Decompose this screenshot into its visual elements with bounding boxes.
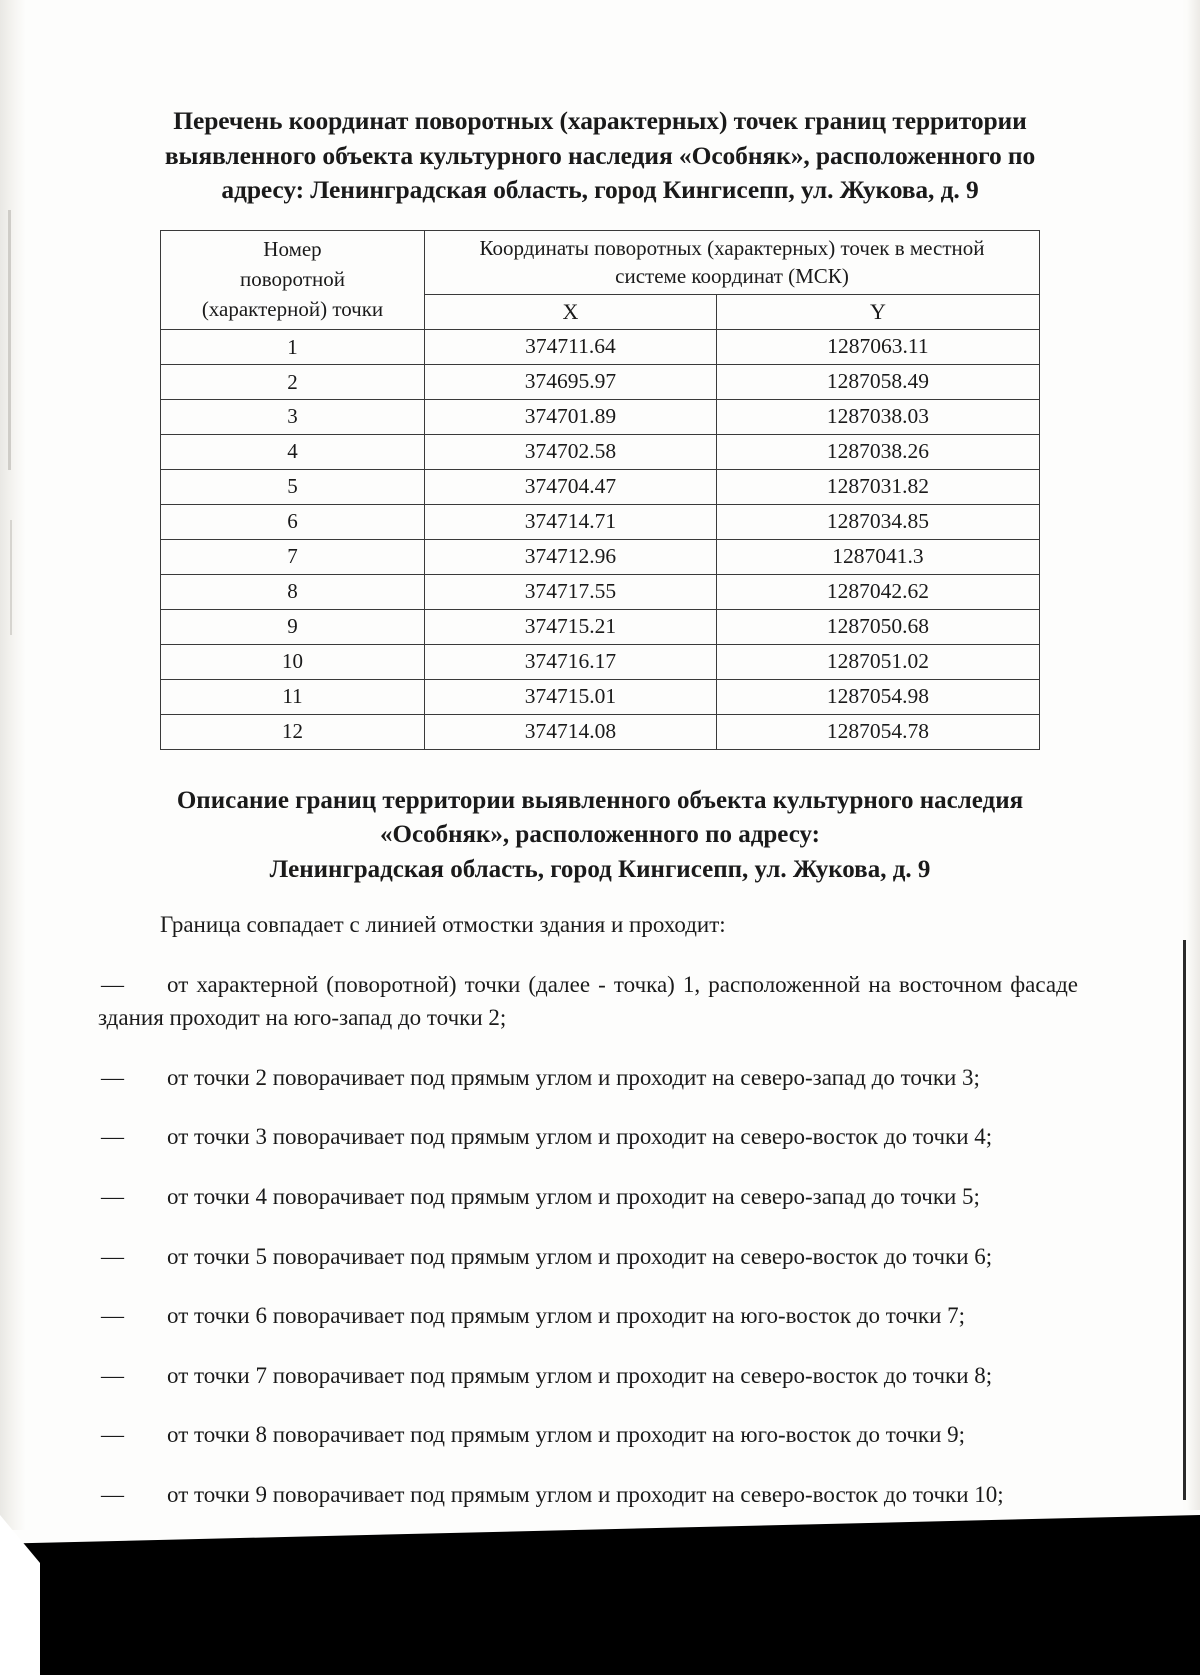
boundary-step-text: от точки 7 поворачивает под прямым углом и проходит на северо-восток до точки 8; xyxy=(167,1362,993,1388)
page-title xyxy=(0,0,1200,208)
em-dash-marker: — xyxy=(101,1124,124,1150)
table-row xyxy=(161,539,1040,574)
table-row xyxy=(161,400,1040,435)
boundary-description-body xyxy=(0,887,1200,1511)
table-header xyxy=(161,231,1040,330)
cell-x: 374704.47 xyxy=(425,470,717,505)
cell-y: 1287054.78 xyxy=(716,714,1039,749)
boundary-step-7 xyxy=(98,1333,1078,1393)
table-row xyxy=(161,714,1040,749)
cell-y: 1287058.49 xyxy=(716,365,1039,400)
cell-point-number: 6 xyxy=(161,504,425,539)
boundary-step-text: от точки 2 поворачивает под прямым углом и проходит на северо-запад до точки 3; xyxy=(167,1064,980,1090)
em-dash-marker: — xyxy=(101,1362,124,1388)
section-title xyxy=(0,750,1200,888)
lead-paragraph: Граница совпадает с линией отмостки здания и проходит: xyxy=(160,912,726,938)
boundary-step-3 xyxy=(98,1094,1078,1154)
column-header-coordinates xyxy=(425,231,1040,295)
cell-point-number: 10 xyxy=(161,644,425,679)
cell-y: 1287038.26 xyxy=(716,435,1039,470)
column-header-point-number-line-2: поворотной xyxy=(240,267,345,292)
boundary-step-5 xyxy=(98,1214,1078,1274)
boundary-step-text: от точки 4 поворачивает под прямым углом и проходит на северо-запад до точки 5; xyxy=(167,1184,980,1210)
cell-y: 1287063.11 xyxy=(716,330,1039,365)
page-title-line-2: выявленного объекта культурного наследия «Особняк», расположенного по xyxy=(164,140,1036,170)
em-dash-marker: — xyxy=(101,971,124,997)
cell-point-number: 12 xyxy=(161,714,425,749)
cell-x: 374702.58 xyxy=(425,435,717,470)
table-row xyxy=(161,330,1040,365)
table-row xyxy=(161,435,1040,470)
cell-point-number: 9 xyxy=(161,609,425,644)
table-row xyxy=(161,365,1040,400)
table-row xyxy=(161,574,1040,609)
cell-x: 374715.01 xyxy=(425,679,717,714)
boundary-step-text: от точки 6 поворачивает под прямым углом и проходит на юго-восток до точки 7; xyxy=(167,1303,966,1329)
em-dash-marker: — xyxy=(101,1243,124,1269)
cell-x: 374716.17 xyxy=(425,644,717,679)
boundary-step-2 xyxy=(98,1035,1078,1095)
boundary-step-text: от точки 9 поворачивает под прямым углом и проходит на северо-восток до точки 10; xyxy=(167,1481,1004,1507)
page-title-line-1: Перечень координат поворотных (характерных) точек границ территории xyxy=(173,106,1027,135)
cell-y: 1287051.02 xyxy=(716,644,1039,679)
boundary-step-text: от точки 8 поворачивает под прямым углом и проходит на юго-восток до точки 9; xyxy=(167,1422,966,1448)
table-row xyxy=(161,644,1040,679)
cell-y: 1287054.98 xyxy=(716,679,1039,714)
boundary-step-text: от характерной (поворотной) точки (далее - точка) 1, расположенной на восточном фасаде здания проходит на юго-запад до точки 2; xyxy=(98,971,1078,1031)
boundary-step-8 xyxy=(98,1392,1078,1452)
cell-x: 374717.55 xyxy=(425,574,717,609)
page-title-line-3: адресу: Ленинградская область, город Кингисепп, ул. Жукова, д. 9 xyxy=(221,175,979,205)
cell-point-number: 5 xyxy=(161,470,425,505)
section-title-line-3: Ленинградская область, город Кингисепп, ул. Жукова, д. 9 xyxy=(269,855,931,883)
cell-y: 1287034.85 xyxy=(716,504,1039,539)
em-dash-marker: — xyxy=(101,1184,124,1210)
column-header-y: Y xyxy=(716,294,1039,330)
coordinates-table xyxy=(160,230,1040,750)
boundary-step-text: от точки 5 поворачивает под прямым углом и проходит на северо-восток до точки 6; xyxy=(167,1243,993,1269)
column-header-point-number-line-3: (характерной) точки xyxy=(201,297,384,322)
cell-x: 374695.97 xyxy=(425,365,717,400)
boundary-step-6 xyxy=(98,1273,1078,1333)
boundary-step-text: от точки 3 поворачивает под прямым углом и проходит на северо-восток до точки 4; xyxy=(167,1124,993,1150)
table-row xyxy=(161,609,1040,644)
section-title-line-1: Описание границ территории выявленного объекта культурного наследия xyxy=(176,786,1024,814)
table-row xyxy=(161,504,1040,539)
cell-x: 374711.64 xyxy=(425,330,717,365)
column-header-coordinates-line-1: Координаты поворотных (характерных) точек в местной xyxy=(479,236,985,261)
cell-point-number: 1 xyxy=(161,330,425,365)
cell-x: 374714.71 xyxy=(425,504,717,539)
cell-x: 374712.96 xyxy=(425,539,717,574)
column-header-point-number-line-1: Номер xyxy=(263,237,322,262)
cell-y: 1287041.3 xyxy=(716,539,1039,574)
cell-x: 374701.89 xyxy=(425,400,717,435)
column-header-coordinates-line-2: системе координат (МСК) xyxy=(615,264,849,289)
cell-point-number: 8 xyxy=(161,574,425,609)
em-dash-marker: — xyxy=(101,1303,124,1329)
cell-y: 1287038.03 xyxy=(716,400,1039,435)
scan-black-band xyxy=(0,1515,1200,1675)
cell-y: 1287031.82 xyxy=(716,470,1039,505)
column-header-point-number xyxy=(161,231,425,330)
cell-y: 1287042.62 xyxy=(716,574,1039,609)
table-row xyxy=(161,679,1040,714)
em-dash-marker: — xyxy=(101,1481,124,1507)
column-header-x: X xyxy=(425,294,717,330)
cell-x: 374715.21 xyxy=(425,609,717,644)
table-header-row-top xyxy=(161,231,1040,295)
cell-point-number: 7 xyxy=(161,539,425,574)
scan-black-band-left-notch xyxy=(0,1515,40,1675)
table-row xyxy=(161,470,1040,505)
section-title-line-2: «Особняк», расположенного по адресу: xyxy=(380,821,820,849)
table-body xyxy=(161,330,1040,749)
cell-point-number: 2 xyxy=(161,365,425,400)
cell-x: 374714.08 xyxy=(425,714,717,749)
em-dash-marker: — xyxy=(101,1422,124,1448)
coordinates-table-container xyxy=(160,230,1040,750)
boundary-step-1 xyxy=(98,942,1078,1035)
em-dash-marker: — xyxy=(101,1064,124,1090)
cell-y: 1287050.68 xyxy=(716,609,1039,644)
cell-point-number: 4 xyxy=(161,435,425,470)
cell-point-number: 3 xyxy=(161,400,425,435)
cell-point-number: 11 xyxy=(161,679,425,714)
boundary-step-4 xyxy=(98,1154,1078,1214)
boundary-step-9 xyxy=(98,1452,1078,1512)
